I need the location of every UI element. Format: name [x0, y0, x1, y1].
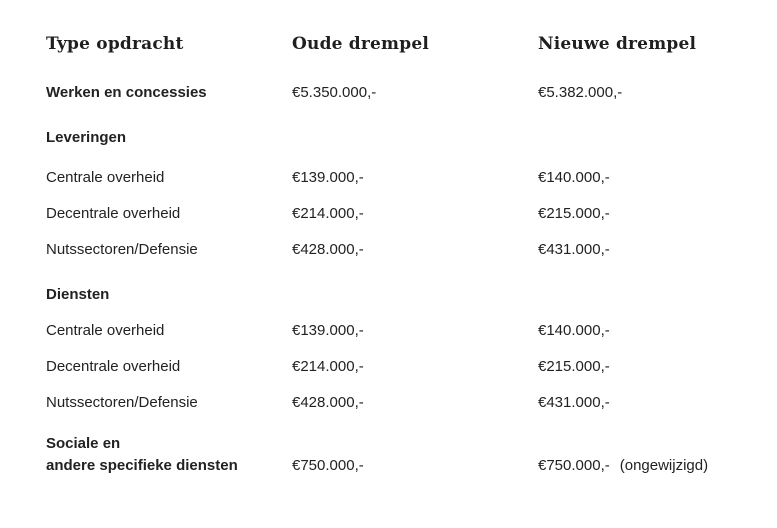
diensten-row-label: Nutssectoren/Defensie	[46, 394, 198, 411]
leveringen-row-new: €431.000,-	[538, 241, 610, 258]
sociale-note: (ongewijzigd)	[619, 457, 709, 474]
leveringen-row-old: €214.000,-	[292, 205, 364, 222]
diensten-row-new: €431.000,-	[538, 394, 610, 411]
diensten-row-new: €215.000,-	[538, 358, 610, 375]
sociale-label-line1: Sociale en	[46, 435, 121, 452]
diensten-row-label: Centrale overheid	[46, 322, 165, 339]
sociale-new: €750.000,-	[538, 457, 610, 474]
section-title-leveringen: Leveringen	[46, 129, 127, 146]
leveringen-row-label: Nutssectoren/Defensie	[46, 241, 198, 258]
header-type: Type opdracht	[46, 34, 184, 54]
header-new-threshold: Nieuwe drempel	[538, 34, 697, 54]
leveringen-row-label: Centrale overheid	[46, 169, 165, 186]
row-old-werken: €5.350.000,-	[292, 84, 377, 101]
diensten-row-old: €428.000,-	[292, 394, 364, 411]
diensten-row-old: €214.000,-	[292, 358, 364, 375]
leveringen-row-new: €140.000,-	[538, 169, 610, 186]
leveringen-row-old: €139.000,-	[292, 169, 364, 186]
sociale-old: €750.000,-	[292, 457, 364, 474]
header-old-threshold: Oude drempel	[292, 34, 429, 54]
row-new-werken: €5.382.000,-	[538, 84, 623, 101]
leveringen-row-new: €215.000,-	[538, 205, 610, 222]
section-title-diensten: Diensten	[46, 286, 110, 303]
sociale-new-cell	[538, 457, 708, 474]
diensten-row-new: €140.000,-	[538, 322, 610, 339]
leveringen-row-label: Decentrale overheid	[46, 205, 181, 222]
row-label-werken: Werken en concessies	[46, 84, 207, 101]
leveringen-row-old: €428.000,-	[292, 241, 364, 258]
diensten-row-label: Decentrale overheid	[46, 358, 181, 375]
sociale-label-line2: andere specifieke diensten	[46, 457, 238, 474]
diensten-row-old: €139.000,-	[292, 322, 364, 339]
